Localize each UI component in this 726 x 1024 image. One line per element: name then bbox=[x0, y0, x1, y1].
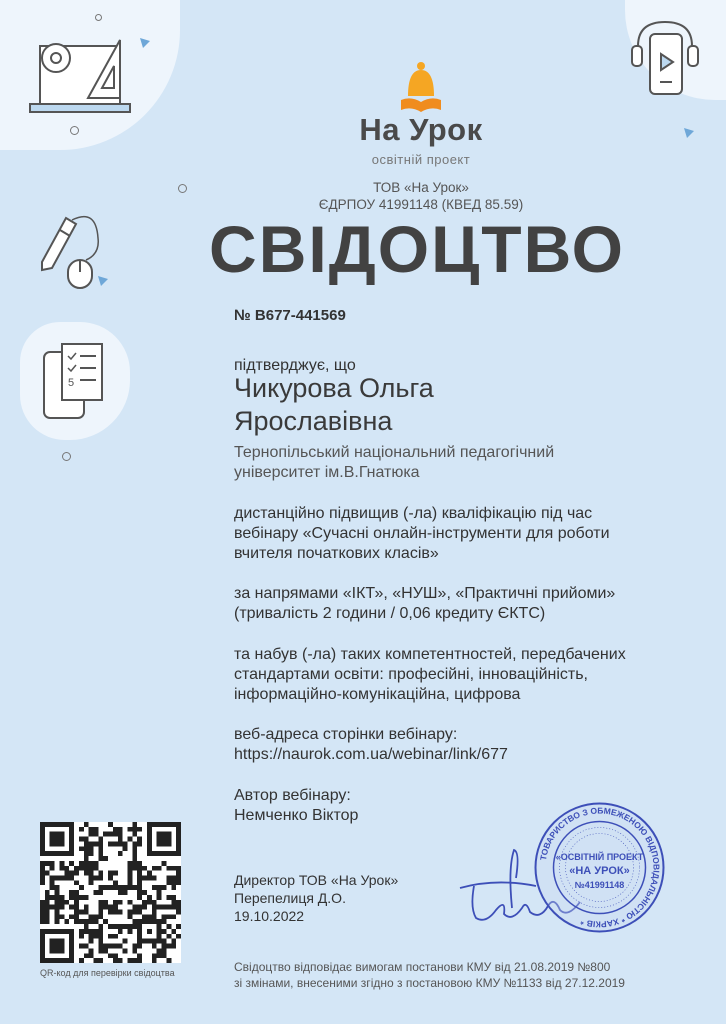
org-code: ЄДРПОУ 41991148 (КВЕД 85.59) bbox=[318, 197, 524, 212]
p3-line1: та набув (-ла) таких компетентностей, передбачених bbox=[234, 646, 626, 663]
director-block bbox=[234, 871, 398, 925]
author-name: Немченко Віктор bbox=[234, 807, 359, 824]
triangle-decoration bbox=[140, 38, 150, 48]
paragraph-webinar-url bbox=[234, 725, 508, 765]
institution-line2: університет ім.В.Гнатюка bbox=[234, 464, 420, 481]
phone-video-icon bbox=[630, 16, 700, 98]
person-name-line2: Ярославівна bbox=[234, 406, 393, 436]
qr-code[interactable] bbox=[40, 822, 181, 963]
laptop-gear-icon bbox=[28, 28, 143, 118]
footer-note bbox=[234, 959, 625, 991]
paragraph-competences bbox=[234, 645, 626, 705]
p5-line1: Автор вебінару: bbox=[234, 787, 351, 804]
confirms-label: підтверджує, що bbox=[234, 357, 356, 374]
person-name bbox=[234, 372, 434, 438]
dot-decoration bbox=[62, 452, 71, 461]
svg-text:№41991148: №41991148 bbox=[574, 880, 625, 890]
svg-text:«ОСВІТНІЙ ПРОЕКТ: «ОСВІТНІЙ ПРОЕКТ bbox=[555, 852, 644, 862]
org-name: ТОВ «На Урок» bbox=[373, 180, 469, 195]
p1-line3: вчителя початкових класів» bbox=[234, 545, 439, 562]
bell-book-logo-icon bbox=[398, 60, 444, 114]
footer-line1: Свідоцтво відповідає вимогам постанови КМУ від 21.08.2019 №800 bbox=[234, 960, 611, 974]
certificate-number: № B677-441569 bbox=[234, 307, 346, 324]
certificate-title: СВІДОЦТВО bbox=[209, 212, 625, 286]
p3-line3: інформаційно-комунікаційна, цифрова bbox=[234, 686, 521, 703]
webinar-link[interactable]: https://naurok.com.ua/webinar/link/677 bbox=[234, 746, 508, 763]
p2-line2: (тривалість 2 години / 0,06 кредиту ЄКТС) bbox=[234, 605, 546, 622]
footer-line2: зі змінами, внесеними згідно з постановою КМУ №1133 від 27.12.2019 bbox=[234, 976, 625, 990]
p1-line1: дистанційно підвищив (-ла) кваліфікацію під час bbox=[234, 505, 593, 522]
qr-caption: QR-код для перевірки свідоцтва bbox=[40, 968, 175, 978]
logo-subtitle: освітній проект bbox=[371, 152, 471, 167]
svg-text:ТОВАРИСТВО З ОБМЕЖЕНОЮ ВІДПОВІ: ТОВАРИСТВО З ОБМЕЖЕНОЮ ВІДПОВІДАЛЬНІСТЮ * ХАРКІВ * bbox=[537, 805, 662, 930]
paragraph-author bbox=[234, 786, 358, 826]
issue-date: 19.10.2022 bbox=[234, 908, 305, 924]
dot-decoration bbox=[95, 14, 102, 21]
logo-name: На Урок bbox=[359, 112, 483, 147]
svg-text:5: 5 bbox=[68, 377, 75, 389]
p2-line1: за напрямами «ІКТ», «НУШ», «Практичні прийоми» bbox=[234, 585, 616, 602]
p1-line2: вебінару «Сучасні онлайн-інструменти для роботи bbox=[234, 525, 610, 542]
paragraph-qualification bbox=[234, 504, 610, 564]
paragraph-directions bbox=[234, 584, 615, 624]
svg-text:«НА УРОК»: «НА УРОК» bbox=[569, 865, 630, 877]
company-stamp bbox=[532, 800, 667, 935]
person-name-line1: Чикурова Ольга bbox=[234, 373, 434, 403]
qr-code-image bbox=[40, 822, 181, 963]
institution bbox=[234, 443, 554, 483]
tablet-checklist-icon bbox=[40, 340, 110, 422]
director-name: Перепелиця Д.О. bbox=[234, 890, 346, 906]
p4-line1: веб-адреса сторінки вебінару: bbox=[234, 726, 458, 743]
director-title: Директор ТОВ «На Урок» bbox=[234, 872, 399, 888]
institution-line1: Тернопільський національний педагогічний bbox=[234, 444, 555, 461]
p3-line2: стандартами освіти: професійні, інноваційність, bbox=[234, 666, 588, 683]
